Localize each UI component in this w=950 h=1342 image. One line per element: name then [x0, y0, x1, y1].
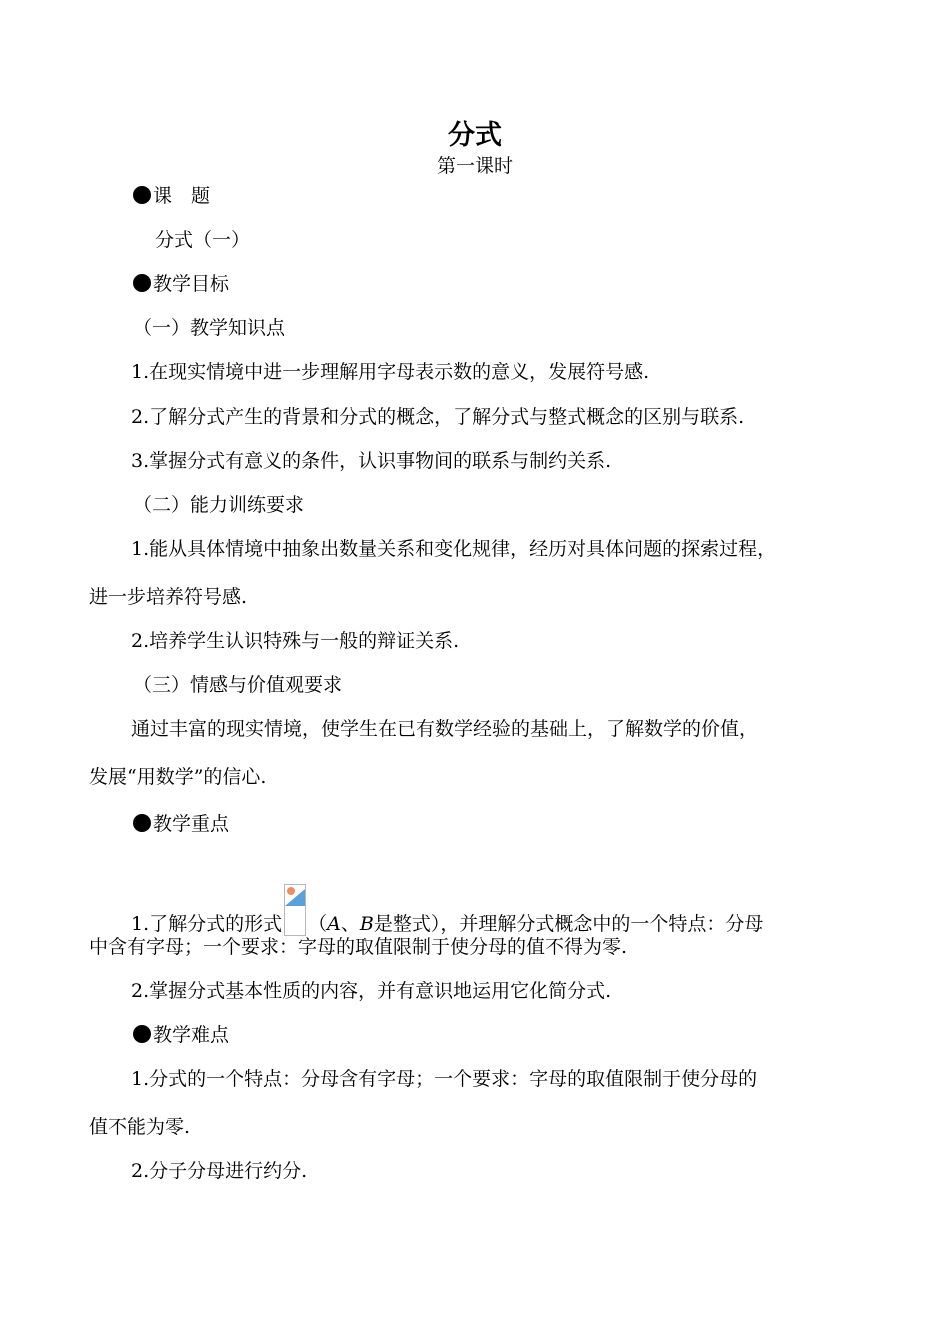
emotion-line-1: 通过丰富的现实情境，使学生在已有数学经验的基础上，了解数学的价值，: [131, 718, 759, 740]
ability-item-1-line-1: 1.能从具体情境中抽象出数量关系和变化规律，经历对具体问题的探索过程，: [131, 538, 777, 560]
fraction-image-placeholder: [284, 884, 306, 936]
key-point-item-1-line-2: 中含有字母；一个要求：字母的取值限制于使分母的值不得为零.: [89, 936, 628, 958]
bullet-icon: [133, 1025, 151, 1043]
key-points-heading: 教学重点: [133, 810, 229, 838]
emotion-line-2: 发展“用数学”的信心.: [89, 766, 267, 788]
difficulties-heading: 教学难点: [133, 1021, 229, 1049]
difficulty-item-2: 2.分子分母进行约分.: [131, 1160, 308, 1182]
difficulty-item-1-line-1: 1.分式的一个特点：分母含有字母；一个要求：字母的取值限制于使分母的: [131, 1068, 758, 1090]
knowledge-heading: （一）教学知识点: [133, 317, 286, 339]
bullet-icon: [133, 814, 151, 832]
knowledge-item-2: 2.了解分式产生的背景和分式的概念，了解分式与整式概念的区别与联系.: [131, 406, 745, 428]
emotion-heading: （三）情感与价值观要求: [133, 674, 343, 696]
topic-content: 分式（一）: [155, 229, 251, 251]
page-title: 分式: [448, 120, 502, 151]
ability-item-1-line-2: 进一步培养符号感.: [89, 586, 248, 608]
objectives-heading: 教学目标: [133, 270, 229, 298]
topic-heading: 课 题: [133, 182, 210, 210]
bullet-icon: [133, 186, 151, 204]
page-subtitle: 第一课时: [436, 155, 513, 177]
key-point-item-1-line-1: 1.了解分式的形式 （A、B是整式），并理解分式概念中的一个特点：分母: [131, 884, 763, 938]
knowledge-item-1: 1.在现实情境中进一步理解用字母表示数的意义，发展符号感.: [131, 361, 650, 383]
ability-heading: （二）能力训练要求: [133, 494, 305, 516]
knowledge-item-3: 3.掌握分式有意义的条件，认识事物间的联系与制约关系.: [131, 450, 612, 472]
ability-item-2: 2.培养学生认识特殊与一般的辩证关系.: [131, 630, 460, 652]
difficulty-item-1-line-2: 值不能为零.: [89, 1116, 191, 1138]
key-point-item-2: 2.掌握分式基本性质的内容，并有意识地运用它化简分式.: [131, 980, 612, 1002]
bullet-icon: [133, 274, 151, 292]
